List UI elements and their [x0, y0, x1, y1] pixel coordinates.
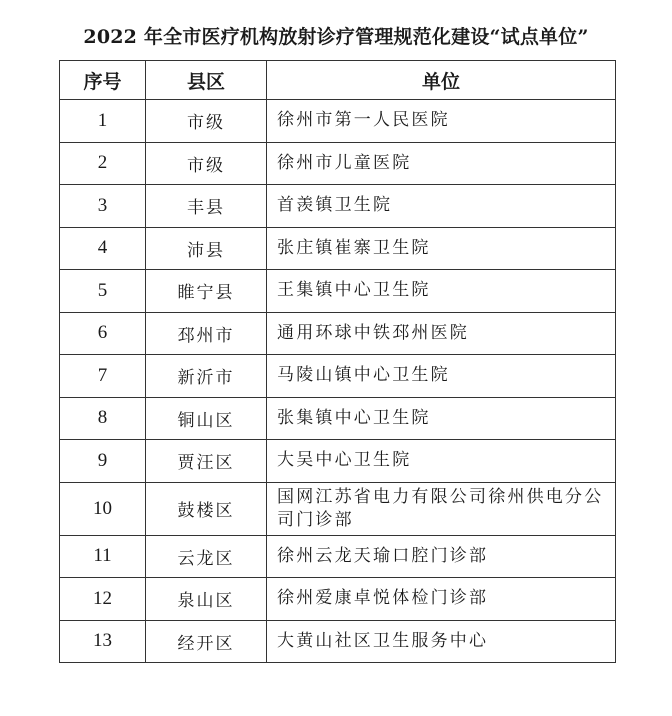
- row-number: 5: [60, 270, 146, 313]
- column-header-number: 序号: [60, 61, 146, 100]
- row-number: 2: [60, 142, 146, 185]
- pilot-units-table: [59, 60, 616, 663]
- table-row: [60, 355, 616, 398]
- table-row: [60, 440, 616, 483]
- document-title: 2022 年全市医疗机构放射诊疗管理规范化建设“试点单位”: [83, 26, 589, 48]
- row-number: 13: [60, 620, 146, 663]
- table-row: [60, 312, 616, 355]
- row-county: 云龙区: [146, 535, 267, 578]
- table-row: [60, 620, 616, 663]
- row-unit: 通用环球中铁邳州医院: [267, 312, 616, 355]
- row-number: 8: [60, 397, 146, 440]
- row-unit: 徐州云龙天瑜口腔门诊部: [267, 535, 616, 578]
- row-county: 鼓楼区: [146, 482, 267, 535]
- table-row: [60, 270, 616, 313]
- table-row: [60, 535, 616, 578]
- row-county: 泉山区: [146, 578, 267, 621]
- table-row: [60, 227, 616, 270]
- row-county: 邳州市: [146, 312, 267, 355]
- row-number: 11: [60, 535, 146, 578]
- row-county: 铜山区: [146, 397, 267, 440]
- row-county: 丰县: [146, 185, 267, 228]
- row-county: 市级: [146, 142, 267, 185]
- row-unit: 大吴中心卫生院: [267, 440, 616, 483]
- row-number: 10: [60, 482, 146, 535]
- row-unit: 徐州爱康卓悦体检门诊部: [267, 578, 616, 621]
- row-unit: 国网江苏省电力有限公司徐州供电分公司门诊部: [267, 482, 616, 535]
- row-number: 7: [60, 355, 146, 398]
- row-county: 睢宁县: [146, 270, 267, 313]
- row-unit: 首羡镇卫生院: [267, 185, 616, 228]
- row-unit: 大黄山社区卫生服务中心: [267, 620, 616, 663]
- row-unit: 徐州市儿童医院: [267, 142, 616, 185]
- table-row: [60, 142, 616, 185]
- row-number: 12: [60, 578, 146, 621]
- row-county: 市级: [146, 100, 267, 143]
- row-number: 6: [60, 312, 146, 355]
- row-unit: 张集镇中心卫生院: [267, 397, 616, 440]
- column-header-unit: 单位: [267, 61, 616, 100]
- row-unit: 王集镇中心卫生院: [267, 270, 616, 313]
- row-number: 1: [60, 100, 146, 143]
- table-row: [60, 578, 616, 621]
- row-number: 3: [60, 185, 146, 228]
- row-unit: 马陵山镇中心卫生院: [267, 355, 616, 398]
- table-row: [60, 397, 616, 440]
- table-header-row: [60, 61, 616, 100]
- row-county: 贾汪区: [146, 440, 267, 483]
- table-row: [60, 100, 616, 143]
- row-number: 4: [60, 227, 146, 270]
- row-county: 新沂市: [146, 355, 267, 398]
- row-county: 经开区: [146, 620, 267, 663]
- row-unit: 徐州市第一人民医院: [267, 100, 616, 143]
- row-number: 9: [60, 440, 146, 483]
- row-unit: 张庄镇崔寨卫生院: [267, 227, 616, 270]
- table-row: [60, 185, 616, 228]
- column-header-county: 县区: [146, 61, 267, 100]
- table-row: [60, 482, 616, 535]
- row-county: 沛县: [146, 227, 267, 270]
